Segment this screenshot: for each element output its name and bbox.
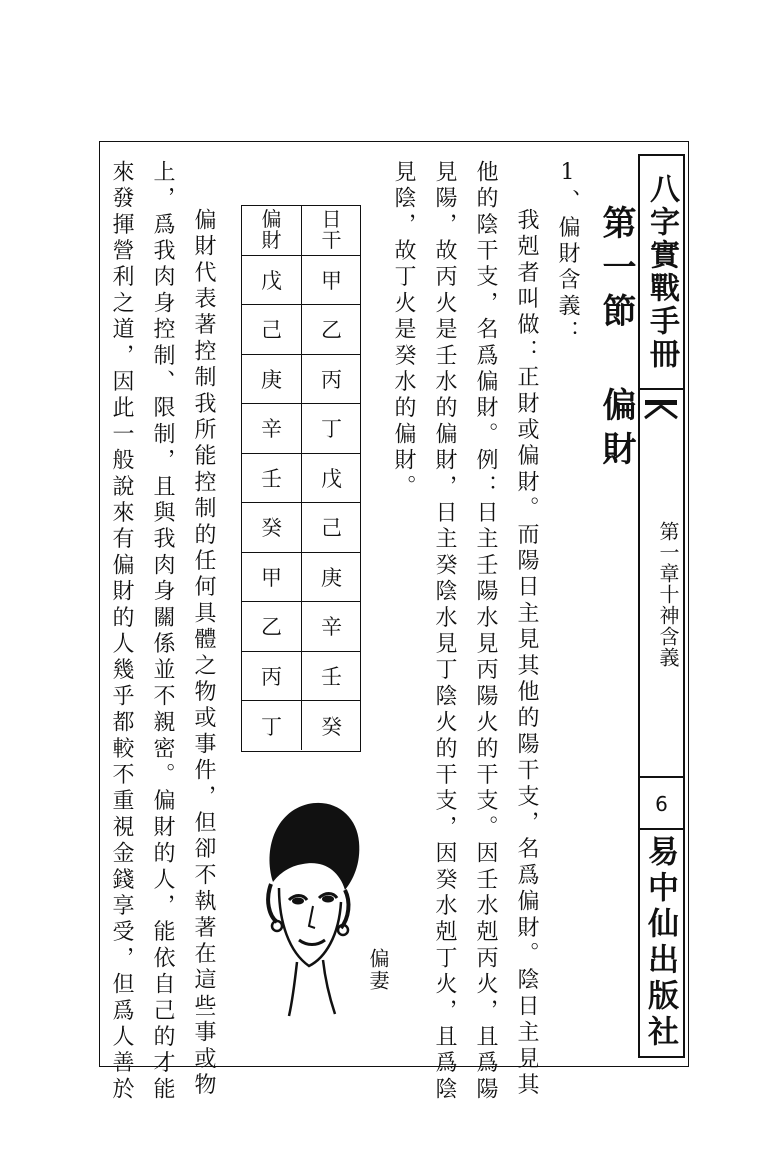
table-cell: 癸 (321, 714, 342, 739)
book-title: 八字實戰手冊 (644, 173, 679, 371)
table-cell: 辛 (242, 404, 301, 454)
table-cell: 戊 (302, 454, 361, 504)
paragraph-1-line-1: 我剋者叫做：正財或偏財。而陽日主見其他的陽干支，名爲偏財。陰日主見其 (514, 208, 539, 1099)
page-number: 6 (655, 792, 668, 816)
table-cell: 丙 (302, 355, 361, 405)
chapter-title: 第一章十神含義 (656, 520, 680, 668)
table-cell: 己 (302, 503, 361, 553)
table-cell: 甲 (242, 553, 301, 603)
header-divider (638, 776, 685, 778)
pian-cai-column (242, 206, 301, 750)
woman-portrait-illustration (253, 790, 363, 1020)
paragraph-1-line-4: 見陰，故丁火是癸水的偏財。 (391, 160, 416, 501)
table-cell: 戊 (242, 256, 301, 306)
header-char: 財 (261, 228, 282, 253)
running-header (638, 154, 685, 1058)
table-cell: 乙 (302, 305, 361, 355)
table-cell: 壬 (242, 454, 301, 504)
table-cell: 辛 (302, 602, 361, 652)
section-title: 第一節 偏財 (596, 205, 636, 475)
paragraph-2-line-2: 上，爲我肉身控制、限制，且與我肉身關係並不親密。偏財的人，能依自己的才能 (150, 160, 175, 1104)
table-cell: 癸 (242, 503, 301, 553)
paragraph-1-line-3: 見陽，故丙火是壬水的偏財，日主癸陰水見丁陰火的干支，因癸水剋丁火，且爲陰 (432, 160, 457, 1104)
day-stem-column (302, 206, 361, 750)
publisher-name: 易中仙出版社 (642, 835, 678, 1051)
item-heading: 1、偏財含義： (555, 160, 580, 347)
pian-cai-table (241, 205, 361, 752)
chapter-marker-icon (643, 400, 679, 424)
table-header-pian-cai (242, 206, 301, 256)
header-char: 日 (321, 207, 342, 232)
header-divider (638, 828, 685, 830)
table-cell: 壬 (302, 652, 361, 702)
table-cell: 庚 (302, 553, 361, 603)
paragraph-2-line-1: 偏財代表著控制我所能控制的任何具體之物或事件，但卻不執著在這些事或物 (191, 208, 216, 1099)
table-header-day-stem (302, 206, 361, 256)
header-char: 干 (321, 228, 342, 253)
table-cell: 丁 (302, 404, 361, 454)
table-cell: 乙 (242, 602, 301, 652)
table-cell: 己 (242, 305, 301, 355)
illustration-caption: 偏妻 (366, 948, 390, 992)
table-cell: 丙 (242, 652, 301, 702)
table-cell: 庚 (242, 355, 301, 405)
table-cell: 丁 (261, 714, 282, 739)
paragraph-1-line-2: 他的陰干支，名爲偏財。例：日主壬陽水見丙陽火的干支。因壬水剋丙火，且爲陽 (473, 160, 498, 1104)
paragraph-2-line-3: 來發揮營利之道，因此一般說來有偏財的人幾乎都較不重視金錢享受，但爲人善於 (109, 160, 134, 1104)
header-divider (638, 388, 685, 390)
table-cell: 甲 (302, 256, 361, 306)
header-char: 偏 (261, 207, 282, 232)
